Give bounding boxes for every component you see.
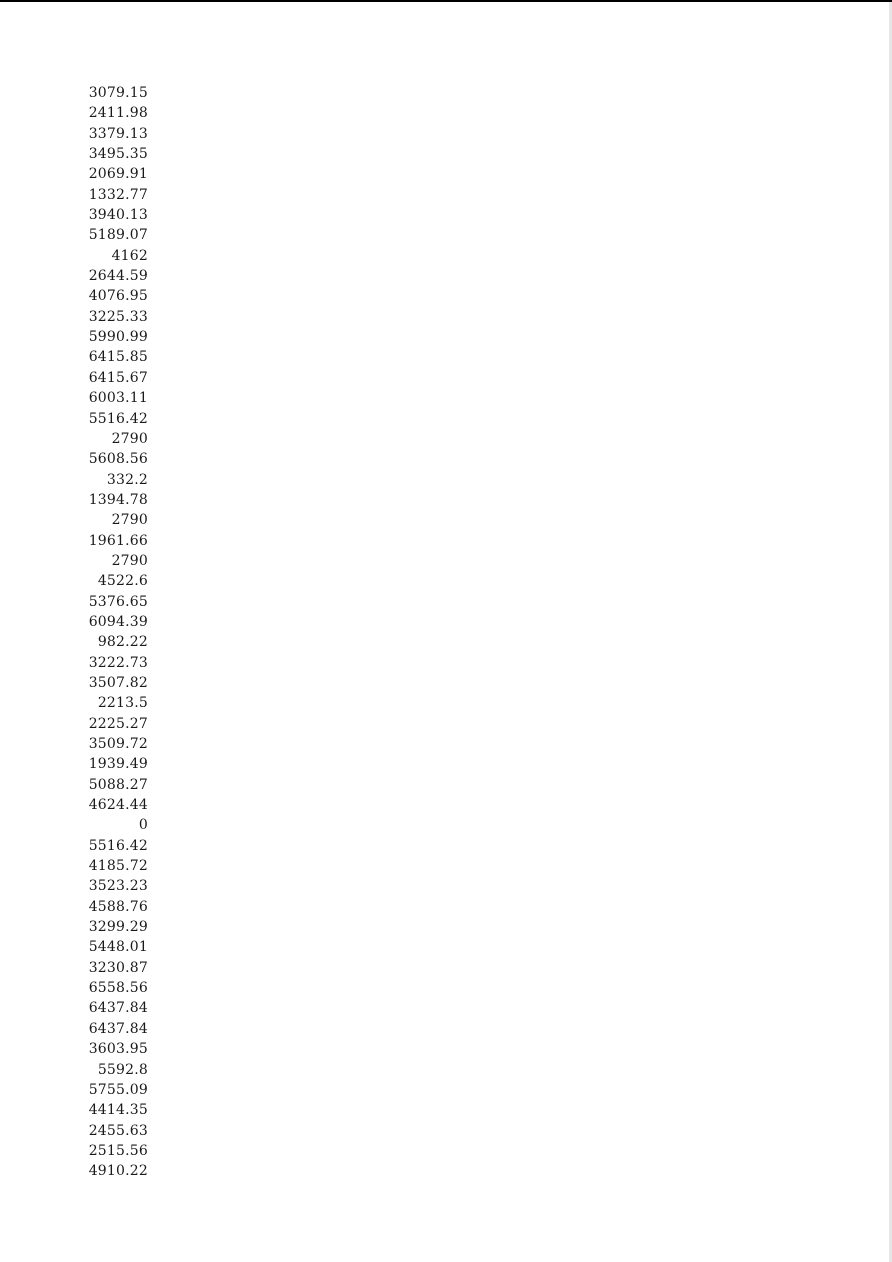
value-cell: 3222.73 [88,654,148,671]
value-cell: 0 [138,817,148,834]
value-cell: 332.2 [106,471,148,488]
value-cell: 5516.42 [88,410,148,427]
value-cell: 1394.78 [88,491,148,508]
value-cell: 6094.39 [88,613,148,630]
value-cell: 4588.76 [88,898,148,915]
value-cell: 1961.66 [88,532,148,549]
value-cell: 3230.87 [88,959,148,976]
value-cell: 3299.29 [88,919,148,936]
value-cell: 1332.77 [88,186,148,203]
value-cell: 1939.49 [88,756,148,773]
value-cell: 4162 [111,247,148,264]
value-cell: 3379.13 [88,125,148,142]
value-cell: 6437.84 [88,1000,148,1017]
value-cell: 6003.11 [88,390,148,407]
value-cell: 5516.42 [88,837,148,854]
value-cell: 5990.99 [88,329,148,346]
value-cell: 3079.15 [88,85,148,101]
value-cell: 2069.91 [88,166,148,183]
value-cell: 3507.82 [88,674,148,691]
value-cell: 5448.01 [88,939,148,956]
value-cell: 3495.35 [88,146,148,163]
value-cell: 5189.07 [88,227,148,244]
value-cell: 3940.13 [88,207,148,224]
value-cell: 4910.22 [88,1163,148,1180]
value-cell: 2455.63 [88,1122,148,1139]
value-cell: 6558.56 [88,980,148,997]
value-cell: 4185.72 [88,858,148,875]
value-cell: 5755.09 [88,1081,148,1098]
value-cell: 2790 [111,430,148,447]
value-cell: 3509.72 [88,736,148,752]
value-cell: 6415.85 [88,349,148,366]
value-cell: 4522.6 [97,573,148,590]
value-cell: 2790 [111,552,148,569]
value-cell: 2644.59 [88,268,148,285]
value-cell: 6437.84 [88,1020,148,1037]
value-cell: 3603.95 [88,1041,148,1058]
value-cell: 5376.65 [88,593,148,610]
value-cell: 5592.8 [97,1061,148,1078]
value-cell: 4414.35 [88,1102,148,1119]
page-top-border [0,0,892,2]
value-cell: 2225.27 [88,715,148,732]
numeric-value-column [60,83,150,1182]
value-cell: 2213.5 [97,695,148,712]
value-cell: 982.22 [97,634,148,651]
value-cell: 3523.23 [88,878,148,895]
value-cell: 6415.67 [88,369,148,386]
value-cell: 3225.33 [88,308,148,325]
value-cell: 4624.44 [88,797,148,814]
value-cell: 5088.27 [88,776,148,793]
value-cell: 2515.56 [88,1142,148,1159]
value-cell: 2790 [111,512,148,529]
value-cell: 2411.98 [88,105,148,122]
value-cell: 5608.56 [88,451,148,468]
value-cell: 4076.95 [88,288,148,305]
